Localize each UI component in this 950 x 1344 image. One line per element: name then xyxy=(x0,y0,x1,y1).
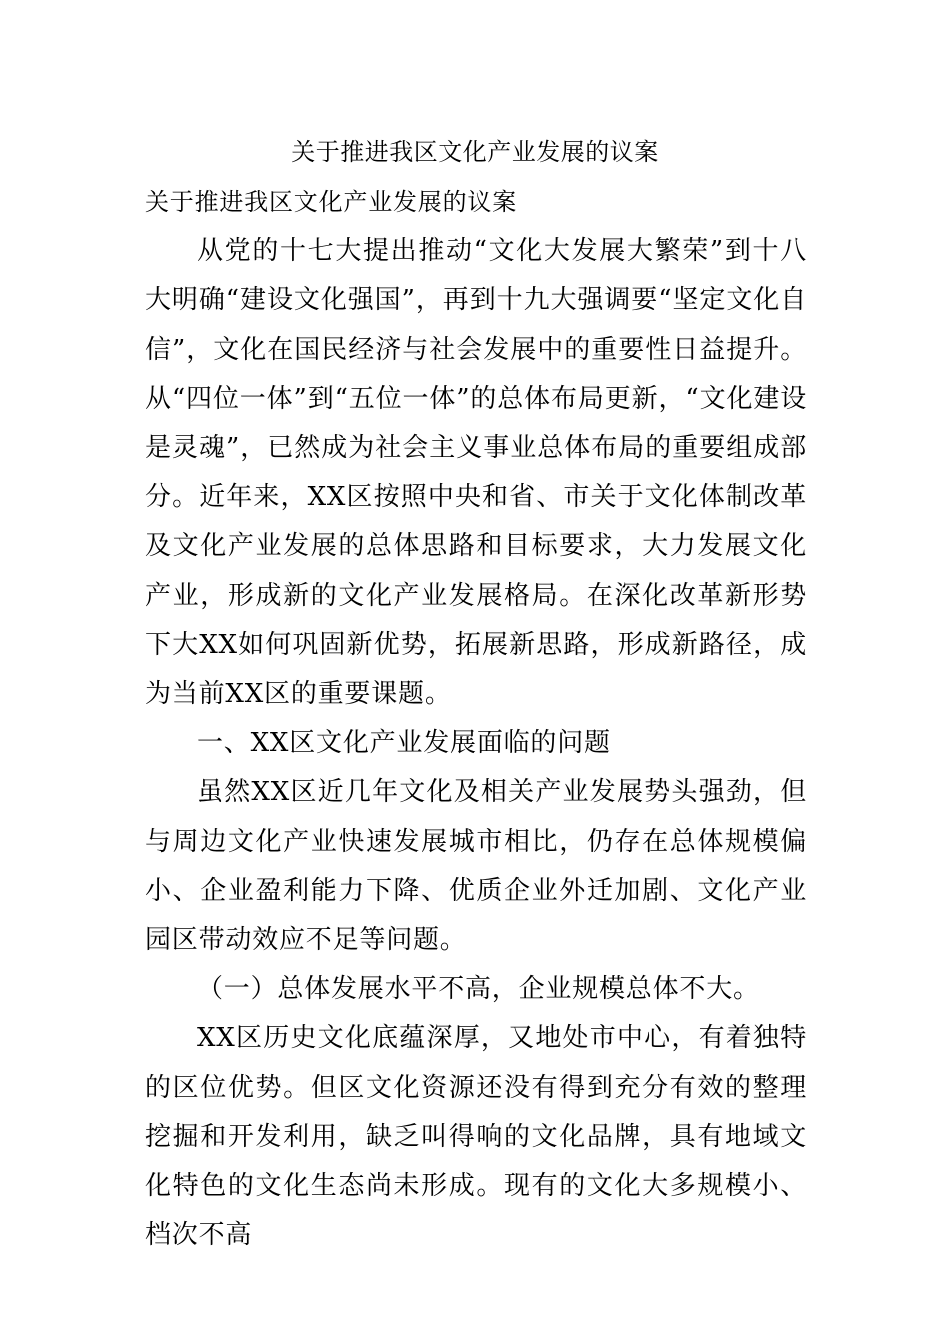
document-title: 关于推进我区文化产业发展的议案 xyxy=(291,138,659,166)
paragraph-scale: XX区历史文化底蕴深厚，又地处市中心，有着独特的区位优势。但区文化资源还没有得到充分有效的整理挖掘和开发利用，缺乏叫得响的文化品牌，具有地域文化特色的文化生态尚未形成。现有的文化大多规模小、档次不高 xyxy=(145,1023,807,1251)
paragraph-intro: 从党的十七大提出推动“文化大发展大繁荣”到十八大明确“建设文化强国”，再到十九大强调要“坚定文化自信”，文化在国民经济与社会发展中的重要性日益提升。从“四位一体”到“五位一体”的总体布局更新，“文化建设是灵魂”，已然成为社会主义事业总体布局的重要组成部分。近年来，XX区按照中央和省、市关于文化体制改革及文化产业发展的总体思路和目标要求，大力发展文化产业，形成新的文化产业发展格局。在深化改革新形势下大XX如何巩固新优势，拓展新思路，形成新路径，成为当前XX区的重要课题。 xyxy=(145,236,807,710)
subsection-heading-1: （一）总体发展水平不高，企业规模总体不大。 xyxy=(197,974,760,1005)
document-body xyxy=(145,178,807,1260)
section-heading-1: 一、XX区文化产业发展面临的问题 xyxy=(197,728,611,759)
document-subtitle: 关于推进我区文化产业发展的议案 xyxy=(145,188,517,216)
paragraph-problems: 虽然XX区近几年文化及相关产业发展势头强劲，但与周边文化产业快速发展城市相比，仍存在总体规模偏小、企业盈利能力下降、优质企业外迁加剧、文化产业园区带动效应不足等问题。 xyxy=(145,777,807,956)
